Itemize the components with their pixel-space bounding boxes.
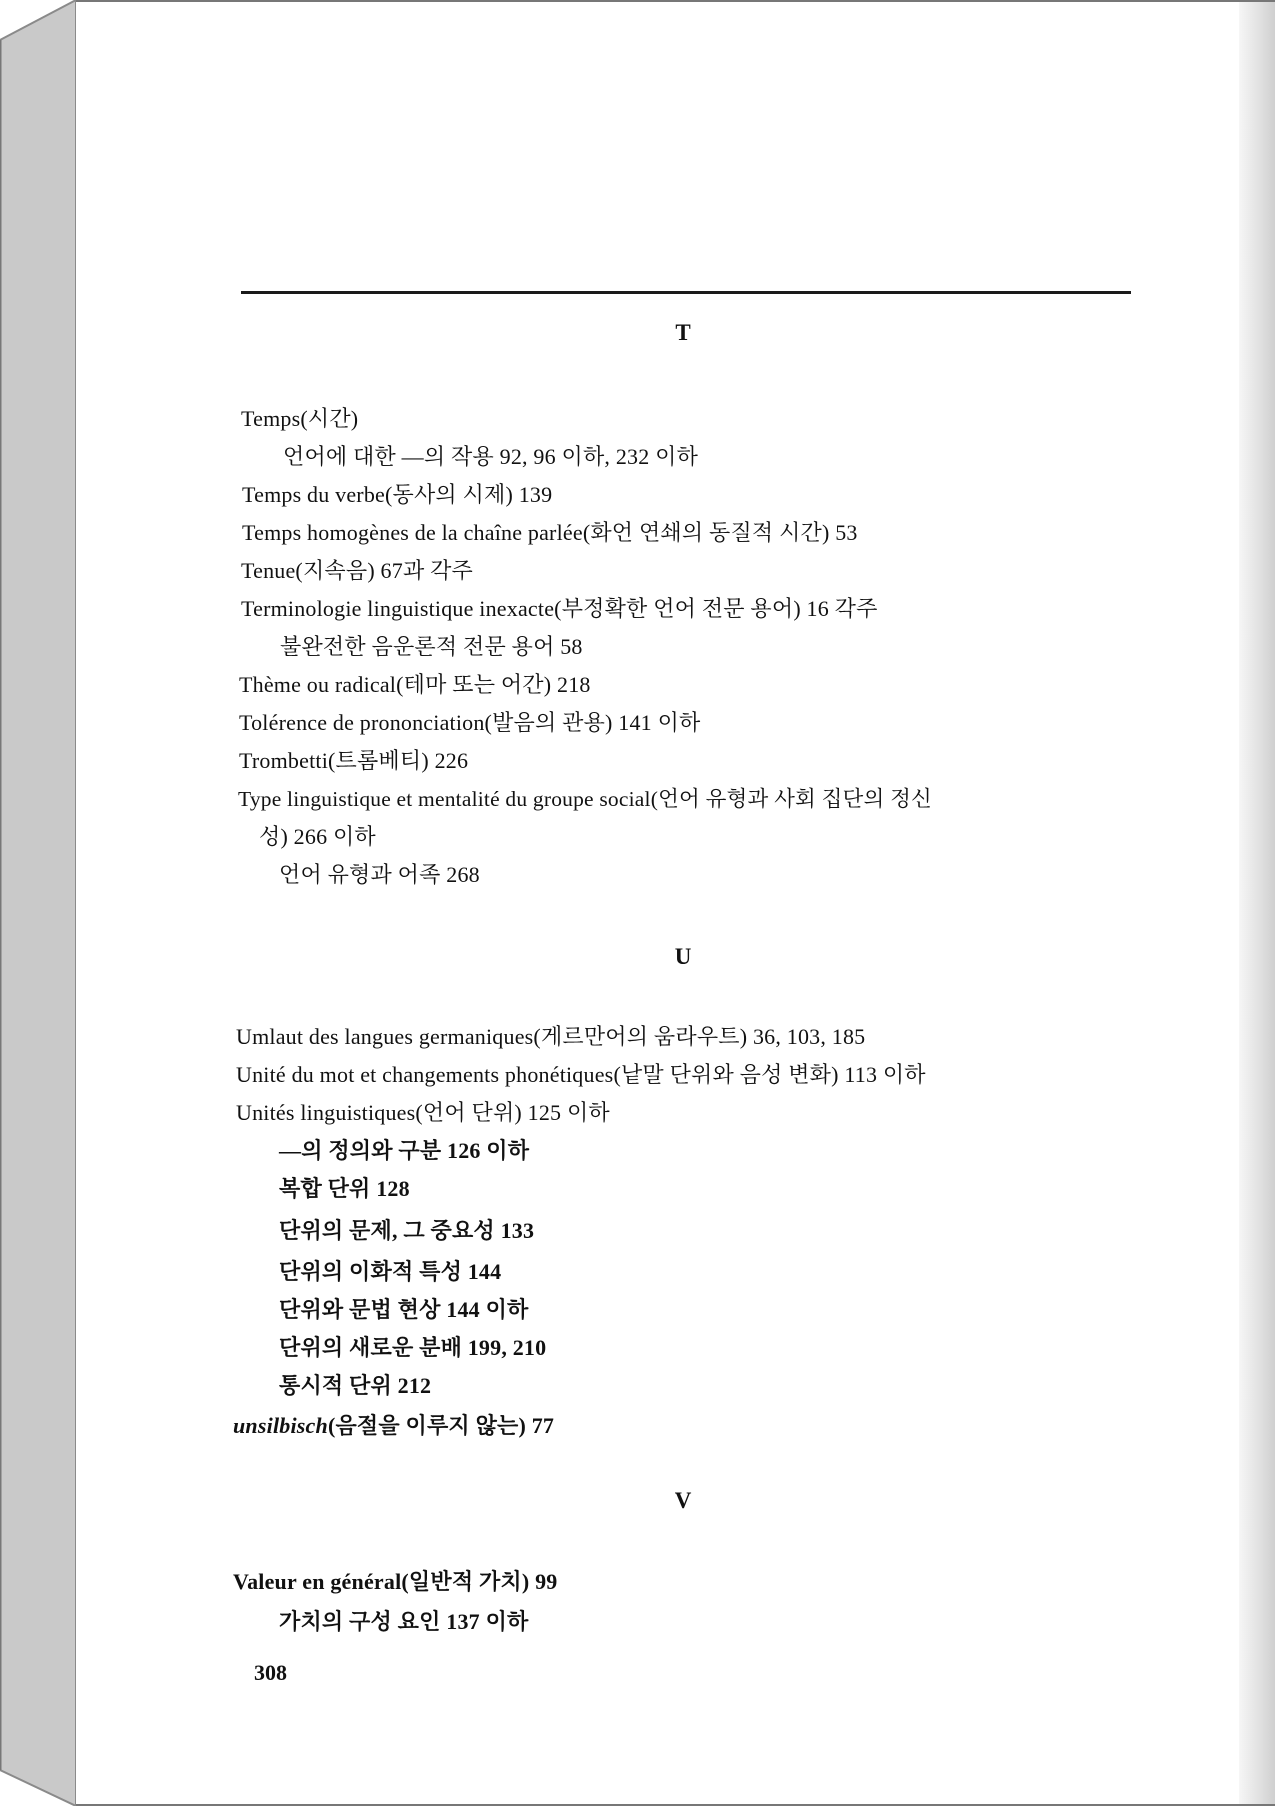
index-entry: Tolérence de prononciation(발음의 관용) 141 이하 — [239, 710, 701, 735]
index-entry: Thème ou radical(테마 또는 어간) 218 — [239, 672, 591, 697]
index-entry: Unité du mot et changements phonétiques(낱말 단위와 음성 변화) 113 이하 — [236, 1062, 926, 1087]
index-subentry: 복합 단위 128 — [279, 1176, 410, 1201]
index-entry-gloss: (음절을 이루지 않는) 77 — [327, 1413, 555, 1438]
index-subentry: 언어에 대한 —의 작용 92, 96 이하, 232 이하 — [283, 444, 699, 469]
page-number: 308 — [254, 1660, 287, 1685]
index-term-italic: unsilbisch — [233, 1413, 328, 1438]
index-subentry: 단위와 문법 현상 144 이하 — [279, 1297, 529, 1322]
index-subentry: 통시적 단위 212 — [279, 1373, 432, 1398]
index-subentry: 언어 유형과 어족 268 — [279, 862, 480, 887]
index-entry: Type linguistique et mentalité du groupe social(언어 유형과 사회 집단의 정신 — [238, 787, 933, 811]
index-subentry: 불완전한 음운론적 전문 용어 58 — [280, 634, 583, 659]
index-entry-continuation: 성) 266 이하 — [259, 824, 376, 849]
index-entry: Unités linguistiques(언어 단위) 125 이하 — [236, 1100, 610, 1125]
book-spine — [0, 0, 76, 1806]
index-subentry: 단위의 새로운 분배 199, 210 — [279, 1335, 547, 1360]
index-entry: Temps(시간) — [241, 406, 359, 431]
index-entry: Temps homogènes de la chaîne parlée(화언 연쇄의 동질적 시간) 53 — [242, 520, 858, 545]
index-entry — [233, 1409, 554, 1440]
index-entry: Tenue(지속음) 67과 각주 — [241, 558, 473, 583]
section-heading-t: T — [675, 320, 691, 345]
index-entry: Temps du verbe(동사의 시제) 139 — [242, 482, 553, 507]
index-entry: Trombetti(트롬베티) 226 — [239, 748, 469, 773]
index-subentry: 단위의 문제, 그 중요성 133 — [279, 1218, 535, 1243]
page-border — [76, 0, 1275, 1806]
index-subentry: 가치의 구성 요인 137 이하 — [279, 1609, 529, 1634]
index-entry: Terminologie linguistique inexacte(부정확한 언어 전문 용어) 16 각주 — [241, 596, 878, 621]
section-heading-v: V — [674, 1488, 692, 1513]
top-rule — [241, 291, 1131, 294]
page-edge-shadow — [1239, 0, 1275, 1806]
index-subentry: 단위의 이화적 특성 144 — [279, 1259, 502, 1284]
index-subentry: —의 정의와 구분 126 이하 — [279, 1138, 530, 1163]
book-spine-graphic — [0, 0, 76, 1806]
section-heading-u: U — [674, 944, 692, 969]
index-entry: Valeur en général(일반적 가치) 99 — [233, 1569, 558, 1594]
index-entry: Umlaut des langues germaniques(게르만어의 움라우트) 36, 103, 185 — [236, 1024, 866, 1049]
